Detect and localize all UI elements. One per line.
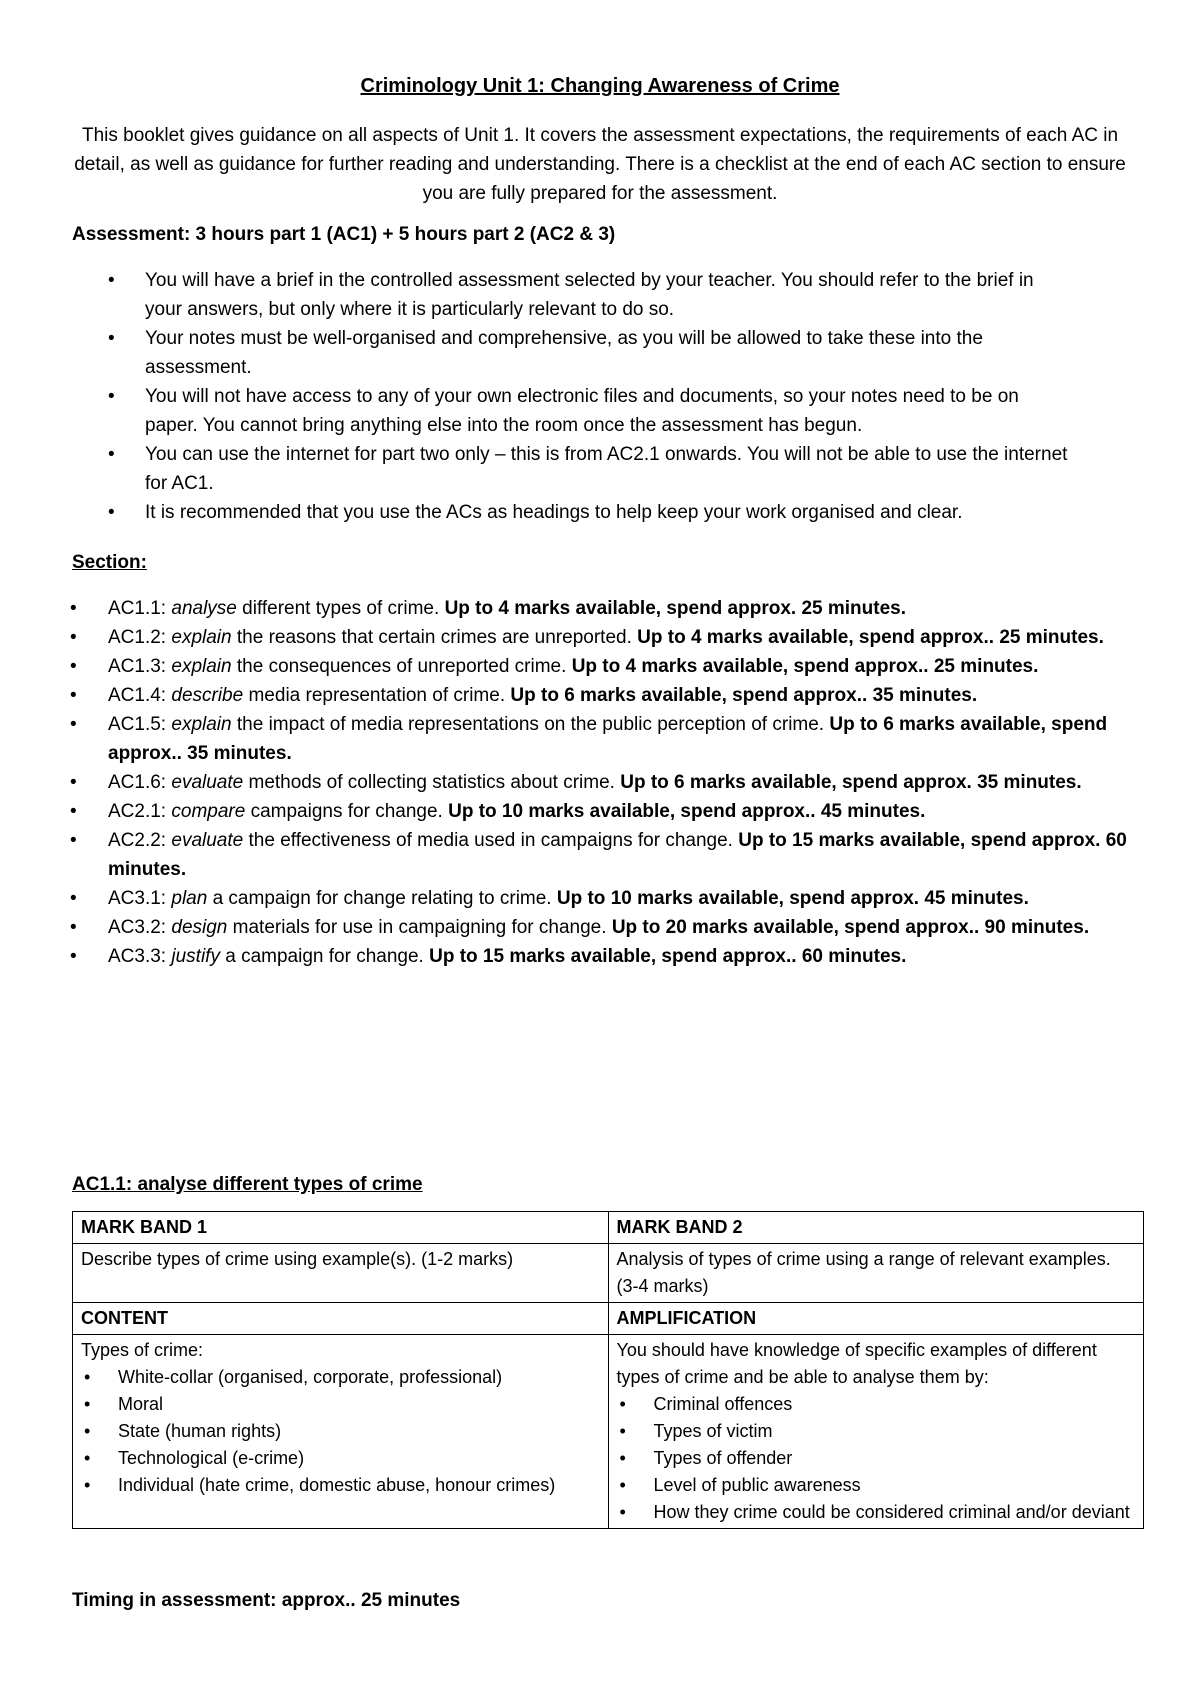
section-marks: Up to 6 marks available, spend approx.. 35 minutes. (108, 714, 1108, 764)
content-item: Moral (118, 1394, 164, 1414)
section-code: AC3.2: (108, 917, 167, 938)
section-marks: Up to 6 marks available, spend approx.. 35 minutes. (510, 685, 978, 706)
section-marks: Up to 4 marks available, spend approx.. 25 minutes. (637, 627, 1104, 648)
section-item (0, 826, 1128, 884)
bullet-icon: • (619, 1475, 626, 1495)
list-item (617, 1472, 1136, 1499)
bullet-icon: • (70, 656, 77, 677)
list-item (81, 1364, 600, 1391)
section-verb: describe (171, 685, 244, 706)
list-item (0, 440, 1075, 498)
document-title: Criminology Unit 1: Changing Awareness of Crime (360, 75, 840, 97)
section-verb: design (171, 917, 228, 938)
assessment-point: Your notes must be well-organised and comprehensive, as you will be allowed to take these into the assessment. (145, 328, 983, 378)
bullet-icon: • (70, 772, 77, 793)
section-item (0, 913, 1128, 942)
section-marks: Up to 10 marks available, spend approx. 45 minutes. (556, 888, 1029, 909)
section-list (0, 594, 1200, 971)
section-desc: methods of collecting statistics about crime. (248, 772, 615, 793)
section-marks: Up to 15 marks available, spend approx. 60 minutes. (108, 830, 1127, 880)
band1-cell: Describe types of crime using example(s). (1-2 marks) (73, 1244, 609, 1303)
section-desc: media representation of crime. (248, 685, 506, 706)
section-item (0, 652, 1128, 681)
amplification-item: Level of public awareness (653, 1475, 861, 1495)
list-item (617, 1499, 1136, 1526)
section-verb: explain (171, 656, 232, 677)
section-item (0, 797, 1128, 826)
content-item: White-collar (organised, corporate, professional) (118, 1367, 503, 1387)
section-code: AC3.3: (108, 946, 167, 967)
bullet-icon: • (70, 714, 77, 735)
section-marks: Up to 6 marks available, spend approx. 35 minutes. (620, 772, 1082, 793)
section-verb: explain (171, 627, 232, 648)
mark-band-table (72, 1211, 1144, 1529)
timing-note: Timing in assessment: approx.. 25 minutes (72, 1590, 461, 1611)
content-item: Individual (hate crime, domestic abuse, honour crimes) (118, 1475, 556, 1495)
section-desc: different types of crime. (242, 598, 440, 619)
section-desc: a campaign for change relating to crime. (212, 888, 552, 909)
assessment-list (0, 266, 1200, 527)
section-item (0, 942, 1128, 971)
section-desc: materials for use in campaigning for change. (232, 917, 607, 938)
section-verb: analyse (171, 598, 237, 619)
section-verb: evaluate (171, 772, 244, 793)
bullet-icon: • (84, 1421, 91, 1441)
section-code: AC3.1: (108, 888, 167, 909)
section-heading: Section: (72, 552, 147, 573)
bullet-icon: • (70, 888, 77, 909)
list-item (81, 1445, 600, 1472)
list-item (617, 1445, 1136, 1472)
section-verb: justify (171, 946, 220, 967)
band2-header: MARK BAND 2 (608, 1212, 1144, 1244)
content-header: CONTENT (73, 1303, 609, 1335)
amplification-cell (608, 1335, 1144, 1529)
bullet-icon: • (70, 598, 77, 619)
section-desc: the reasons that certain crimes are unreported. (236, 627, 632, 648)
bullet-icon: • (108, 444, 115, 465)
amplification-item: Types of offender (653, 1448, 793, 1468)
section-item (0, 594, 1128, 623)
table-row (73, 1244, 1144, 1303)
band2-cell: Analysis of types of crime using a range of relevant examples. (3-4 marks) (608, 1244, 1144, 1303)
assessment-point: It is recommended that you use the ACs as headings to help keep your work organised and clear. (145, 502, 963, 523)
bullet-icon: • (70, 627, 77, 648)
section-verb: evaluate (171, 830, 244, 851)
section-desc: the effectiveness of media used in campaigns for change. (248, 830, 733, 851)
section-code: AC2.1: (108, 801, 167, 822)
bullet-icon: • (619, 1421, 626, 1441)
section-item (0, 681, 1128, 710)
section-code: AC1.2: (108, 627, 167, 648)
assessment-point: You will have a brief in the controlled assessment selected by your teacher. You should refer to the brief in your answers, but only where it is particularly relevant to do so. (145, 270, 1034, 320)
section-code: AC1.5: (108, 714, 167, 735)
section-code: AC1.1: (108, 598, 167, 619)
bullet-icon: • (84, 1475, 91, 1495)
section-desc: a campaign for change. (225, 946, 424, 967)
bullet-icon: • (70, 830, 77, 851)
content-item: Technological (e-crime) (118, 1448, 305, 1468)
content-cell (73, 1335, 609, 1529)
section-verb: explain (171, 714, 232, 735)
list-item (0, 324, 1075, 382)
amplification-item: How they crime could be considered criminal and/or deviant (653, 1502, 1130, 1522)
list-item (81, 1472, 600, 1499)
bullet-icon: • (70, 946, 77, 967)
section-verb: compare (171, 801, 246, 822)
section-item (0, 884, 1128, 913)
section-verb: plan (171, 888, 208, 909)
bullet-icon: • (619, 1394, 626, 1414)
section-marks: Up to 15 marks available, spend approx.. 60 minutes. (429, 946, 907, 967)
assessment-point: You will not have access to any of your own electronic files and documents, so your notes need to be on paper. You cannot bring anything else into the room once the assessment has begun. (145, 386, 1019, 436)
section-desc: campaigns for change. (250, 801, 443, 822)
bullet-icon: • (108, 386, 115, 407)
intro-paragraph: This booklet gives guidance on all aspects of Unit 1. It covers the assessment expectations, the requirements of each AC in detail, as well as guidance for further reading and understanding. There is a checklist at the end of each AC section to ensure you are fully prepared for the assessment. (74, 125, 1126, 204)
section-code: AC2.2: (108, 830, 167, 851)
bullet-icon: • (108, 502, 115, 523)
section-item (0, 768, 1128, 797)
bullet-icon: • (84, 1394, 91, 1414)
section-code: AC1.3: (108, 656, 167, 677)
table-row (73, 1335, 1144, 1529)
section-marks: Up to 4 marks available, spend approx.. 25 minutes. (571, 656, 1039, 677)
amplification-list (617, 1391, 1136, 1526)
section-marks: Up to 20 marks available, spend approx.. 90 minutes. (611, 917, 1090, 938)
bullet-icon: • (70, 685, 77, 706)
bullet-icon: • (70, 801, 77, 822)
list-item (0, 266, 1075, 324)
bullet-icon: • (619, 1502, 626, 1522)
band1-header: MARK BAND 1 (73, 1212, 609, 1244)
bullet-icon: • (108, 328, 115, 349)
amplification-intro: You should have knowledge of specific examples of different types of crime and be able to analyse them by: (616, 1340, 1097, 1387)
amplification-item: Types of victim (653, 1421, 773, 1441)
table-row (73, 1303, 1144, 1335)
bullet-icon: • (619, 1448, 626, 1468)
assessment-point: You can use the internet for part two only – this is from AC2.1 onwards. You will not be able to use the internet for AC1. (145, 444, 1068, 494)
ac11-heading: AC1.1: analyse different types of crime (72, 1174, 423, 1195)
list-item (81, 1418, 600, 1445)
section-item (0, 710, 1128, 768)
section-item (0, 623, 1128, 652)
list-item (0, 498, 1075, 527)
section-desc: the consequences of unreported crime. (236, 656, 567, 677)
amplification-header: AMPLIFICATION (608, 1303, 1144, 1335)
bullet-icon: • (70, 917, 77, 938)
bullet-icon: • (108, 270, 115, 291)
bullet-icon: • (84, 1367, 91, 1387)
section-code: AC1.4: (108, 685, 167, 706)
list-item (617, 1391, 1136, 1418)
content-intro: Types of crime: (81, 1340, 204, 1360)
section-marks: Up to 4 marks available, spend approx. 25 minutes. (444, 598, 906, 619)
list-item (0, 382, 1075, 440)
amplification-item: Criminal offences (653, 1394, 793, 1414)
section-marks: Up to 10 marks available, spend approx.. 45 minutes. (448, 801, 926, 822)
section-desc: the impact of media representations on the public perception of crime. (236, 714, 825, 735)
assessment-heading: Assessment: 3 hours part 1 (AC1) + 5 hours part 2 (AC2 & 3) (72, 224, 616, 245)
section-code: AC1.6: (108, 772, 167, 793)
list-item (81, 1391, 600, 1418)
table-row (73, 1212, 1144, 1244)
content-list (81, 1364, 600, 1499)
list-item (617, 1418, 1136, 1445)
content-item: State (human rights) (118, 1421, 282, 1441)
bullet-icon: • (84, 1448, 91, 1468)
